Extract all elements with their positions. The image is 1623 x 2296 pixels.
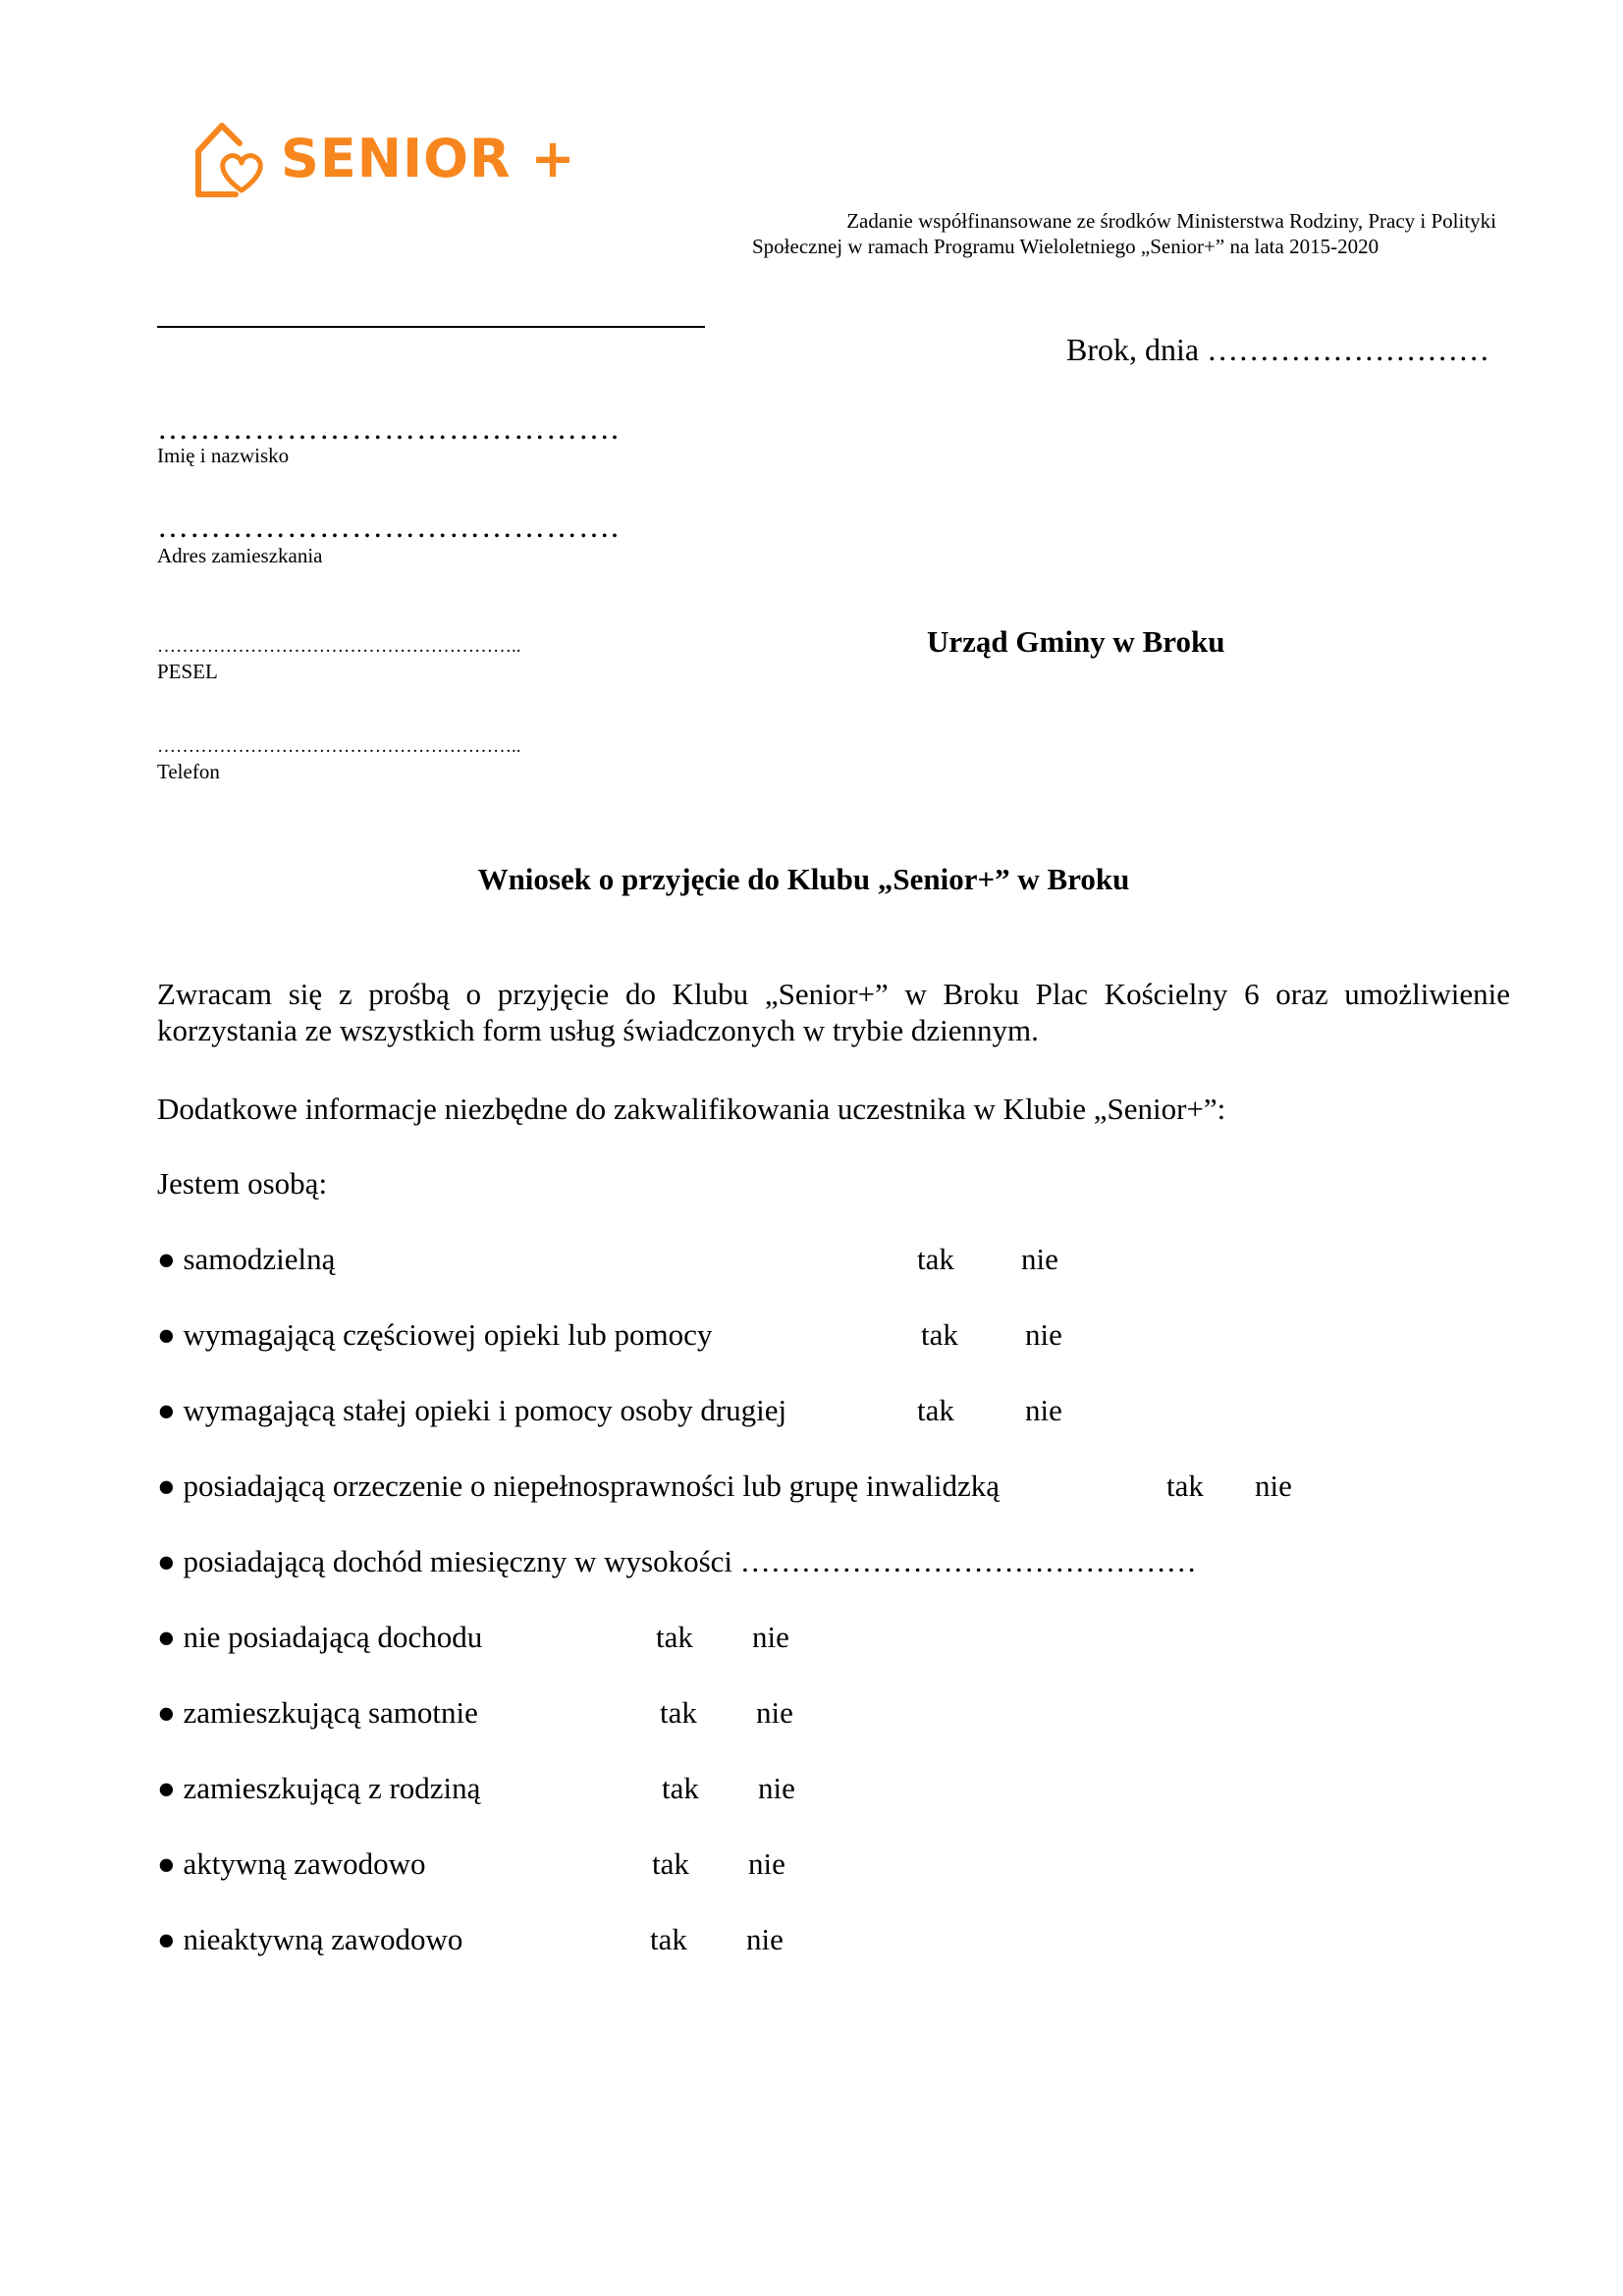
form-title: Wniosek o przyjęcie do Klubu „Senior+” w Broku xyxy=(477,862,1130,896)
bullet-icon: ● xyxy=(157,1695,176,1730)
option-no[interactable]: nie xyxy=(758,1771,795,1805)
pesel-field[interactable]: ………………………………………………….. xyxy=(157,636,521,657)
option-yes[interactable]: tak xyxy=(917,1242,954,1276)
status-item-label: samodzielną xyxy=(183,1242,336,1276)
bullet-icon: ● xyxy=(157,1317,176,1352)
bullet-icon: ● xyxy=(157,1846,176,1881)
option-no[interactable]: nie xyxy=(748,1846,785,1881)
option-no[interactable]: nie xyxy=(1025,1317,1062,1352)
option-no[interactable]: nie xyxy=(1255,1468,1292,1503)
option-yes[interactable]: tak xyxy=(917,1393,954,1427)
bullet-icon: ● xyxy=(157,1242,176,1276)
additional-info: Dodatkowe informacje niezbędne do zakwalifikowania uczestnika w Klubie „Senior+”: xyxy=(157,1092,1226,1126)
senior-plus-logo xyxy=(192,120,576,198)
address-field-label: Adres zamieszkania xyxy=(157,544,323,567)
recipient: Urząd Gminy w Broku xyxy=(927,624,1225,659)
phone-field[interactable]: ………………………………………………….. xyxy=(157,736,521,757)
option-yes[interactable]: tak xyxy=(650,1922,687,1956)
name-field[interactable]: ……………………………………. xyxy=(157,410,620,446)
status-item xyxy=(157,1620,482,1655)
option-no[interactable]: nie xyxy=(752,1620,789,1654)
funding-note xyxy=(752,208,1498,259)
status-item-label: posiadającą orzeczenie o niepełnosprawności lub grupę inwalidzką xyxy=(183,1468,1000,1503)
stamp-line xyxy=(157,326,705,328)
status-item-label: wymagającą stałej opieki i pomocy osoby drugiej xyxy=(183,1393,787,1427)
status-item-label[interactable]: posiadającą dochód miesięczny w wysokości ……………………………………… xyxy=(183,1544,1197,1578)
status-item xyxy=(157,1242,335,1277)
option-no[interactable]: nie xyxy=(746,1922,784,1956)
pesel-field-label: PESEL xyxy=(157,660,218,683)
status-item-label: nieaktywną zawodowo xyxy=(183,1922,463,1956)
option-no[interactable]: nie xyxy=(1021,1242,1058,1276)
option-yes[interactable]: tak xyxy=(662,1771,699,1805)
status-item xyxy=(157,1393,786,1428)
intro-line-1: Zwracam się z prośbą o przyjęcie do Klubu „Senior+” w Broku Plac Kościelny 6 oraz umożliwienie xyxy=(157,977,1510,1011)
date-field[interactable]: Brok, dnia ……………………… xyxy=(1066,332,1490,367)
status-item-label: nie posiadającą dochodu xyxy=(183,1620,483,1654)
address-field[interactable]: ……………………………………. xyxy=(157,508,620,544)
status-item xyxy=(157,1922,462,1957)
bullet-icon: ● xyxy=(157,1468,176,1503)
option-yes[interactable]: tak xyxy=(656,1620,693,1654)
option-no[interactable]: nie xyxy=(1025,1393,1062,1427)
phone-field-label: Telefon xyxy=(157,760,220,783)
house-heart-icon xyxy=(192,120,273,198)
option-yes[interactable]: tak xyxy=(1166,1468,1204,1503)
option-no[interactable]: nie xyxy=(756,1695,793,1730)
name-field-label: Imię i nazwisko xyxy=(157,444,290,467)
status-heading: Jestem osobą: xyxy=(157,1166,328,1201)
bullet-icon: ● xyxy=(157,1544,176,1578)
bullet-icon: ● xyxy=(157,1922,176,1956)
intro-line-2: korzystania ze wszystkich form usług świadczonych w trybie dziennym. xyxy=(157,1013,1039,1047)
status-item xyxy=(157,1771,480,1806)
bullet-icon: ● xyxy=(157,1393,176,1427)
status-item xyxy=(157,1317,712,1353)
logo-text: SENIOR + xyxy=(281,128,576,189)
status-item xyxy=(157,1846,426,1882)
bullet-icon: ● xyxy=(157,1771,176,1805)
bullet-icon: ● xyxy=(157,1620,176,1654)
funding-note-line-1: Zadanie współfinansowane ze środków Ministerstwa Rodziny, Pracy i Polityki xyxy=(846,209,1496,233)
option-yes[interactable]: tak xyxy=(921,1317,958,1352)
status-item xyxy=(157,1695,478,1731)
status-item xyxy=(157,1468,1000,1504)
funding-note-line-2: Społecznej w ramach Programu Wieloletniego „Senior+” na lata 2015-2020 xyxy=(752,235,1380,258)
option-yes[interactable]: tak xyxy=(660,1695,697,1730)
status-item-label: zamieszkującą samotnie xyxy=(183,1695,478,1730)
status-item-label: aktywną zawodowo xyxy=(183,1846,426,1881)
status-item-label: zamieszkującą z rodziną xyxy=(183,1771,481,1805)
intro-paragraph xyxy=(157,976,1510,1048)
status-item-label: wymagającą częściowej opieki lub pomocy xyxy=(183,1317,713,1352)
option-yes[interactable]: tak xyxy=(652,1846,689,1881)
status-item xyxy=(157,1544,1197,1579)
